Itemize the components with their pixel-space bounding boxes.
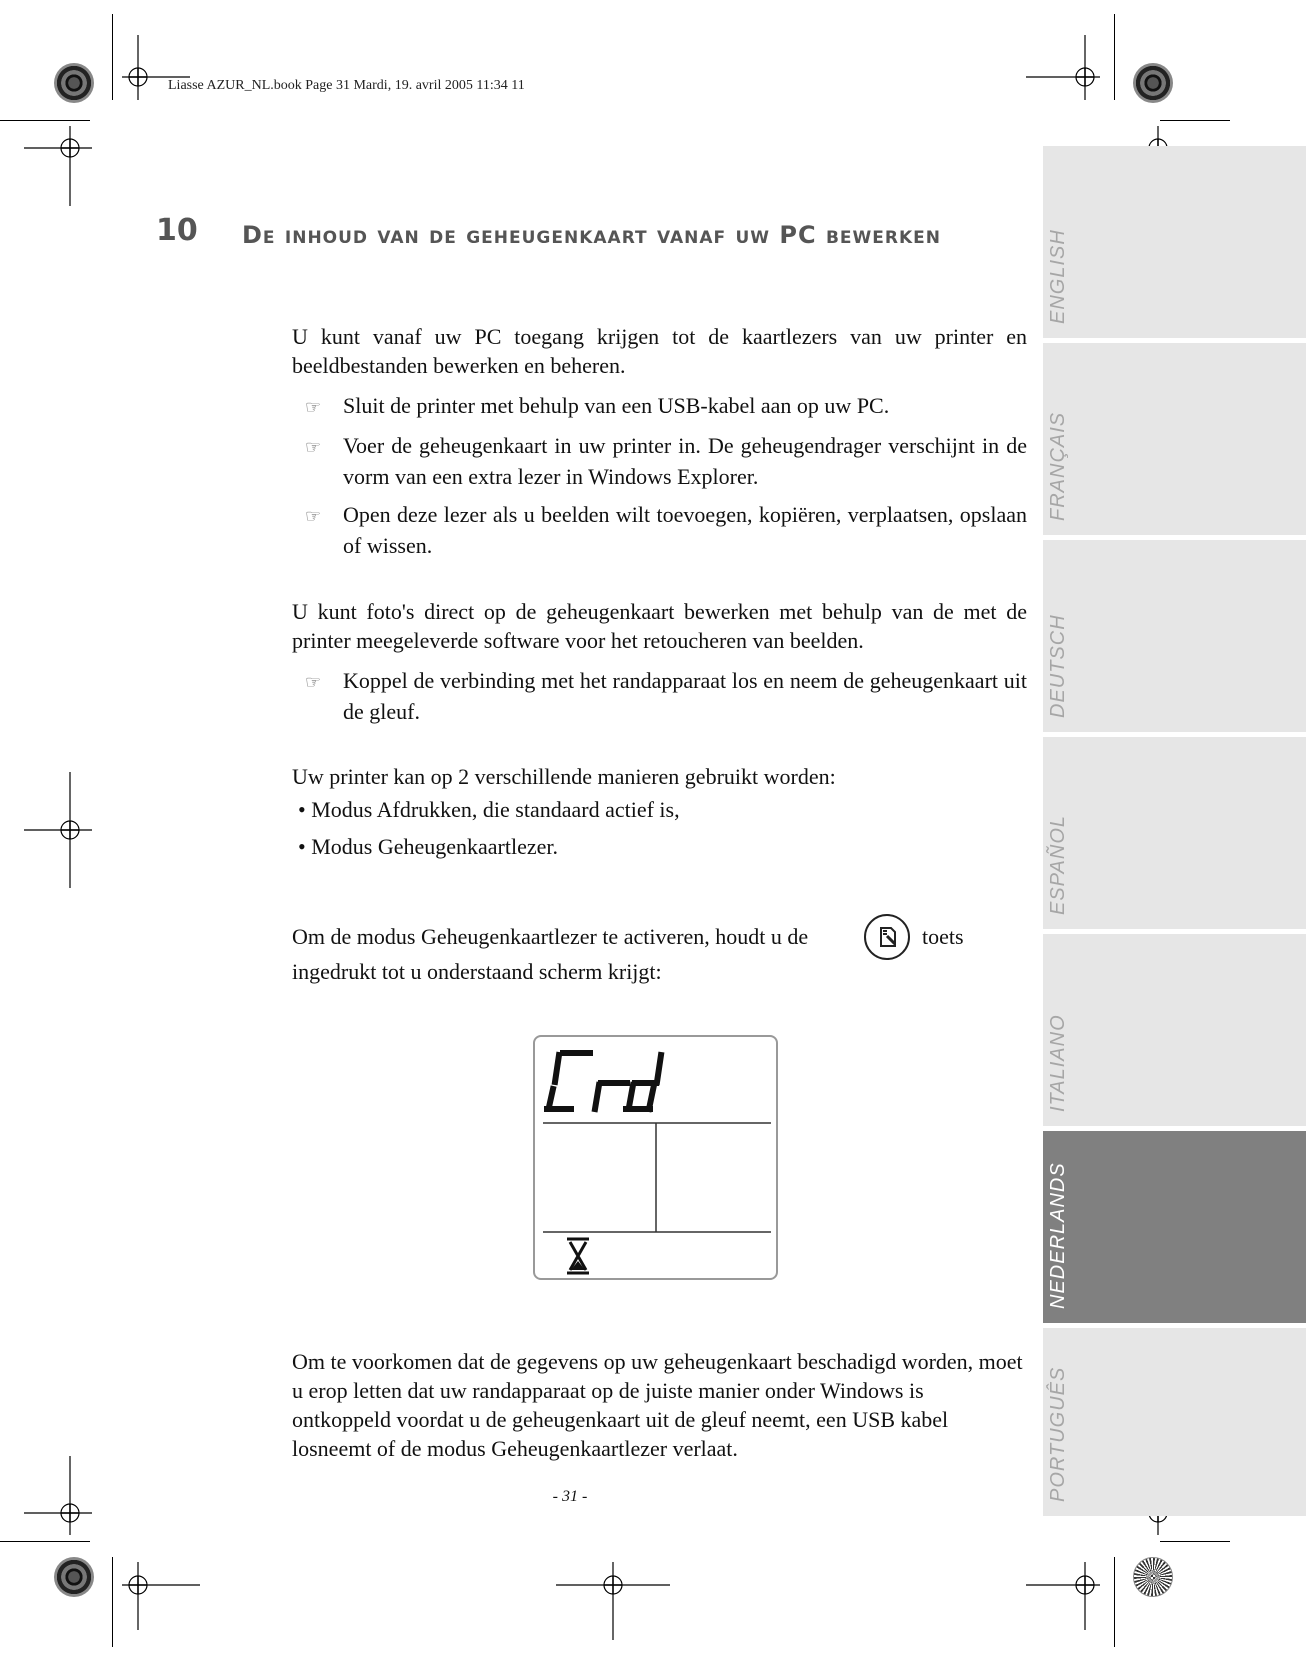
- chapter-number: 10: [156, 213, 198, 248]
- lcd-screen: [533, 1035, 778, 1280]
- warning-paragraph: Om te voorkomen dat de gegevens op uw geheugenkaart beschadigd worden, moet u erop letten dat uw randapparaat op de juiste manier onder Windows is ontkoppeld voordat u de geheugenkaart uit de gleuf neemt, een USB kabel losneemt of de modus Geheugenkaartlezer verlaat.: [292, 1349, 1023, 1461]
- step-item: [305, 431, 1027, 491]
- activate-line-1: Om de modus Geheugenkaartlezer te activeren, houdt u de: [292, 924, 809, 949]
- pointing-hand-icon: ☞: [305, 397, 322, 418]
- pointing-hand-icon: ☞: [305, 506, 322, 527]
- lcd-display: [535, 1037, 776, 1278]
- lcd-text-crd: [547, 1053, 661, 1109]
- modes-intro: Uw printer kan op 2 verschillende manieren gebruikt worden:: [292, 764, 836, 789]
- step-text: Open deze lezer als u beelden wilt toevoegen, kopiëren, verplaatsen, opslaan of wissen.: [343, 502, 1027, 558]
- tab-english[interactable]: ENGLISH: [1043, 146, 1306, 338]
- tab-espanol[interactable]: ESPAÑOL: [1043, 737, 1306, 929]
- tab-portugues[interactable]: PORTUGUÊS: [1043, 1328, 1306, 1516]
- tab-italiano[interactable]: ITALIANO: [1043, 934, 1306, 1126]
- pointing-hand-icon: ☞: [305, 437, 322, 458]
- activate-toets: toets: [922, 924, 964, 949]
- tab-deutsch[interactable]: DEUTSCH: [1043, 540, 1306, 732]
- activate-line-2: ingedrukt tot u onderstaand scherm krijgt:: [292, 959, 662, 984]
- tab-francais[interactable]: FRANÇAIS: [1043, 343, 1306, 535]
- pointing-hand-icon: ☞: [305, 672, 322, 693]
- mode-item: • Modus Geheugenkaartlezer.: [298, 834, 558, 859]
- print-file-info: Liasse AZUR_NL.book Page 31 Mardi, 19. avril 2005 11:34 11: [168, 78, 525, 93]
- step-item: [305, 666, 1027, 726]
- mode-item: • Modus Afdrukken, die standaard actief is,: [298, 797, 680, 822]
- chapter-title: De inhoud van de geheugenkaart vanaf uw PC bewerken: [242, 221, 942, 249]
- step-text: Sluit de printer met behulp van een USB-kabel aan op uw PC.: [343, 393, 890, 418]
- intro-paragraph: U kunt vanaf uw PC toegang krijgen tot de kaartlezers van uw printer en beeldbestanden bewerken en beheren.: [292, 324, 1027, 378]
- step-item: [305, 391, 1027, 422]
- memory-card-button-icon: [864, 914, 910, 960]
- step-text: Koppel de verbinding met het randapparaat los en neem de geheugenkaart uit de gleuf.: [343, 668, 1027, 724]
- hourglass-icon: [567, 1239, 589, 1273]
- page-number: - 31 -: [552, 1488, 588, 1505]
- edit-paragraph: U kunt foto's direct op de geheugenkaart bewerken met behulp van de met de printer meegeleverde software voor het retoucheren van beelden.: [292, 599, 1027, 653]
- step-text: Voer de geheugenkaart in uw printer in. De geheugendrager verschijnt in de vorm van een extra lezer in Windows Explorer.: [343, 433, 1027, 489]
- step-item: [305, 500, 1027, 560]
- tab-nederlands[interactable]: NEDERLANDS: [1043, 1131, 1306, 1323]
